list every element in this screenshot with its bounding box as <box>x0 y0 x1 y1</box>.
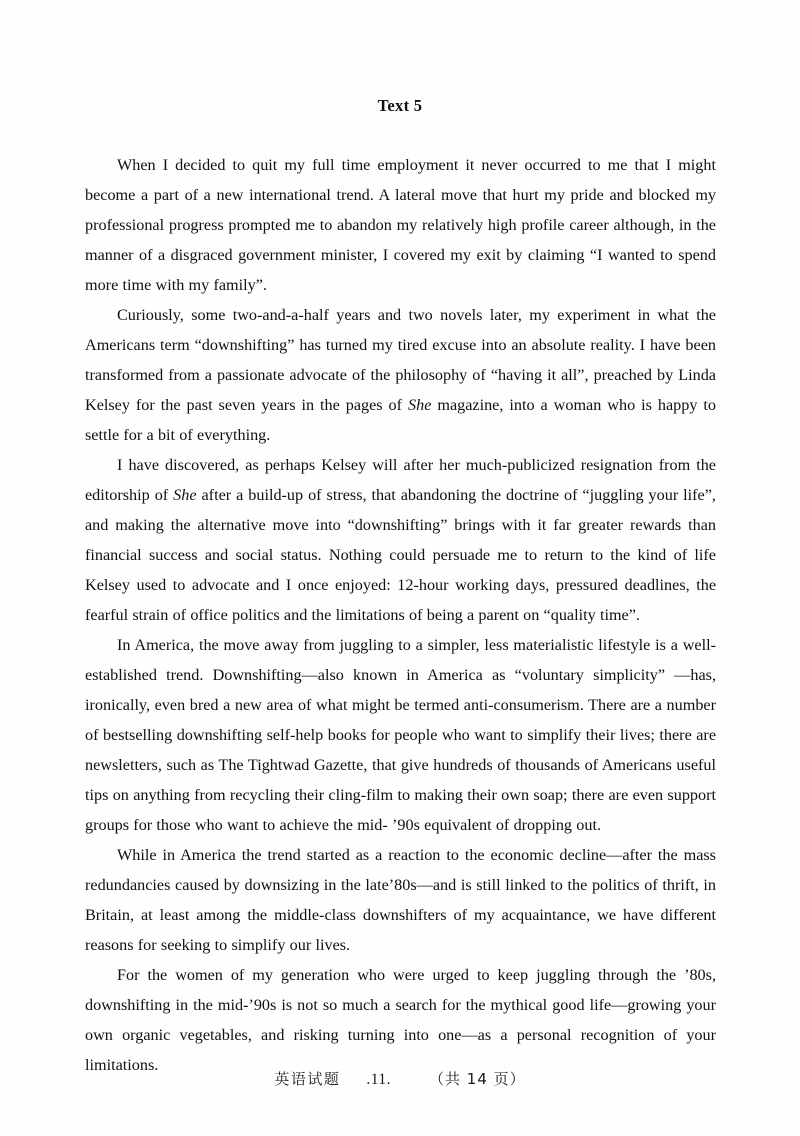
italic-title: She <box>408 396 432 414</box>
passage-paragraph <box>85 630 716 840</box>
text-run: magazine, into a woman who is happy to settle for a bit of everything. <box>85 396 716 444</box>
page-footer <box>0 1068 800 1089</box>
passage-paragraph <box>85 840 716 960</box>
footer-page-number: .11. <box>366 1071 392 1088</box>
text-run: In America, the move away from juggling to a simpler, less materialistic lifestyle is a well-established trend. Downshifting—also known in America as “voluntary simplicity” —has, ironically, even bred a new area of what might be termed anti-consumerism. There are a number of bestselling downshifting self-help books for people who want to simplify their lives; there are newsletters, such as The Tightwad Gazette, that give hundreds of thousands of Americans useful tips on anything from recycling their cling-film to making their own soap; there are even support groups for those who want to achieve the mid- ’90s equivalent of dropping out. <box>85 636 716 834</box>
passage-paragraph <box>85 150 716 300</box>
passage-body <box>85 150 716 1080</box>
text-run: While in America the trend started as a reaction to the economic decline—after the mass redundancies caused by downsizing in the late’80s—and is still linked to the politics of thrift, in Britain, at least among the middle-class downshifters of my acquaintance, we have different reasons for seeking to simplify our lives. <box>85 846 716 954</box>
text-run: after a build-up of stress, that abandoning the doctrine of “juggling your life”, and making the alternative move into “downshifting” brings with it far greater rewards than financial success and social status. Nothing could persuade me to return to the kind of life Kelsey used to advocate and I once enjoyed: 12-hour working days, pressured deadlines, the fearful strain of office politics and the limitations of being a parent on “quality time”. <box>85 486 716 624</box>
passage-paragraph <box>85 300 716 450</box>
footer-subject: 英语试题 <box>274 1070 341 1088</box>
passage-paragraph <box>85 450 716 630</box>
page-title: Text 5 <box>377 96 423 115</box>
italic-title: She <box>173 486 197 504</box>
text-run: Curiously, some two-and-a-half years and two novels later, my experiment in what the Americans term “downshifting” has turned my tired excuse into an absolute reality. I have been transformed from a passionate advocate of the philosophy of “having it all”, preached by Linda Kelsey for the past seven years in the pages of <box>85 306 716 414</box>
text-run: For the women of my generation who were urged to keep juggling through the ’80s, downshifting in the mid-’90s is not so much a search for the mythical good life—growing your own organic vegetables, and risking turning into one—as a personal recognition of your limitations. <box>85 966 716 1074</box>
text-run: When I decided to quit my full time employment it never occurred to me that I might become a part of a new international trend. A lateral move that hurt my pride and blocked my professional progress prompted me to abandon my relatively high profile career although, in the manner of a disgraced government minister, I covered my exit by claiming “I wanted to spend more time with my family”. <box>85 156 716 294</box>
text-run: I have discovered, as perhaps Kelsey will after her much-publicized resignation from the editorship of <box>85 456 716 504</box>
passage-paragraph <box>85 960 716 1080</box>
footer-total-pages: （共 14 页） <box>429 1070 526 1088</box>
